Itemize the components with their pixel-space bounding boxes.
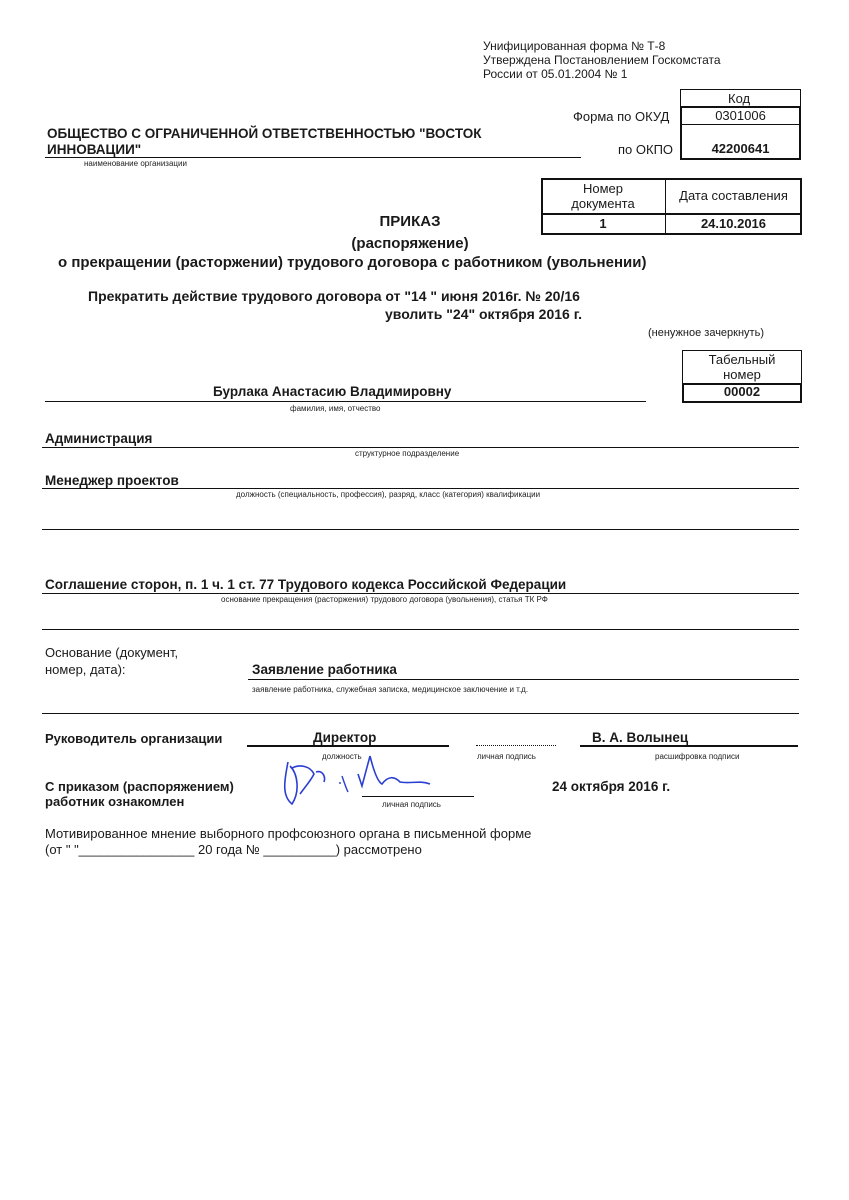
position-underline	[42, 488, 799, 489]
doc-date-header: Дата составления	[679, 188, 788, 203]
position-extra-line	[42, 529, 799, 530]
code-label: Код	[728, 91, 751, 106]
terminate-line-2: уволить "24" октября 2016 г.	[385, 306, 583, 322]
okpo-label: по ОКПО	[618, 142, 674, 157]
basis-caption: заявление работника, служебная записка, медицинское заключение и т.д.	[252, 685, 529, 694]
reason-caption: основание прекращения (расторжения) трудового договора (увольнения), статья ТК РФ	[221, 595, 548, 604]
org-name-line-1: ОБЩЕСТВО С ОГРАНИЧЕННОЙ ОТВЕТСТВЕННОСТЬЮ "ВОСТОК	[47, 126, 482, 141]
tabnum-header-2: номер	[723, 367, 761, 382]
tabnum-header-1: Табельный	[708, 352, 776, 367]
form-line-1: Унифицированная форма № Т-8	[483, 39, 666, 53]
department-caption: структурное подразделение	[355, 449, 460, 458]
head-name-caption: расшифровка подписи	[655, 752, 740, 761]
employee-caption: фамилия, имя, отчество	[290, 404, 381, 413]
department-value: Администрация	[45, 431, 153, 446]
head-signature-underline	[476, 745, 556, 746]
position-value: Менеджер проектов	[45, 473, 179, 488]
acquainted-date: 24 октября 2016 г.	[552, 779, 671, 794]
title-sub: (распоряжение)	[351, 235, 469, 252]
basis-label-2: номер, дата):	[45, 662, 126, 677]
union-line-2: (от " "________________ 20 года № __________) рассмотрено	[45, 842, 422, 857]
org-name-caption: наименование организации	[84, 159, 187, 168]
okud-label: Форма по ОКУД	[573, 109, 670, 124]
head-signature-caption: личная подпись	[477, 752, 536, 761]
reason-underline	[42, 593, 799, 594]
okud-value: 0301006	[715, 108, 766, 123]
basis-label-1: Основание (документ,	[45, 645, 179, 660]
handwritten-signature	[270, 752, 440, 812]
head-position-underline	[247, 745, 449, 747]
head-label: Руководитель организации	[45, 731, 223, 746]
reason-extra-line	[42, 629, 799, 630]
tabnum-value: 00002	[723, 384, 761, 399]
okpo-value: 42200641	[711, 141, 770, 156]
code-header-box	[680, 89, 801, 108]
acquainted-label-1: С приказом (распоряжением)	[45, 779, 234, 794]
org-name-underline	[45, 157, 581, 158]
position-caption: должность (специальность, профессия), разряд, класс (категория) квалификации	[236, 490, 541, 499]
basis-underline	[248, 679, 799, 680]
org-name-line-2: ИННОВАЦИИ"	[47, 142, 142, 157]
form-line-2: Утверждена Постановлением Госкомстата	[483, 53, 721, 67]
terminate-line-1: Прекратить действие трудового договора от "14 " июня 2016г. № 20/16	[88, 288, 580, 304]
doc-date-value: 24.10.2016	[700, 216, 767, 231]
employee-underline	[45, 401, 646, 402]
form-line-3: России от 05.01.2004 № 1	[483, 67, 628, 81]
acquainted-signature-caption: личная подпись	[382, 800, 441, 809]
head-position-caption: должность	[322, 752, 362, 761]
head-position: Директор	[313, 730, 377, 745]
basis-extra-line	[42, 713, 799, 714]
doc-number-header-2: документа	[571, 196, 635, 211]
title-desc: о прекращении (расторжении) трудового договора с работником (увольнении)	[58, 254, 647, 271]
employee-name: Бурлака Анастасию Владимировну	[213, 384, 452, 399]
codes-divider	[680, 124, 801, 125]
strike-note: (ненужное зачеркнуть)	[648, 327, 764, 339]
basis-value: Заявление работника	[252, 662, 397, 677]
head-name: В. А. Волынец	[592, 730, 689, 745]
union-line-1: Мотивированное мнение выборного профсоюзного органа в письменной форме	[45, 826, 532, 841]
reason-value: Соглашение сторон, п. 1 ч. 1 ст. 77 Трудового кодекса Российской Федерации	[45, 577, 567, 592]
acquainted-label-2: работник ознакомлен	[45, 794, 185, 809]
department-underline	[42, 447, 799, 448]
doc-number-header-1: Номер	[582, 181, 623, 196]
title-main: ПРИКАЗ	[379, 213, 441, 230]
head-name-underline	[580, 745, 798, 747]
doc-number-value: 1	[599, 216, 607, 231]
